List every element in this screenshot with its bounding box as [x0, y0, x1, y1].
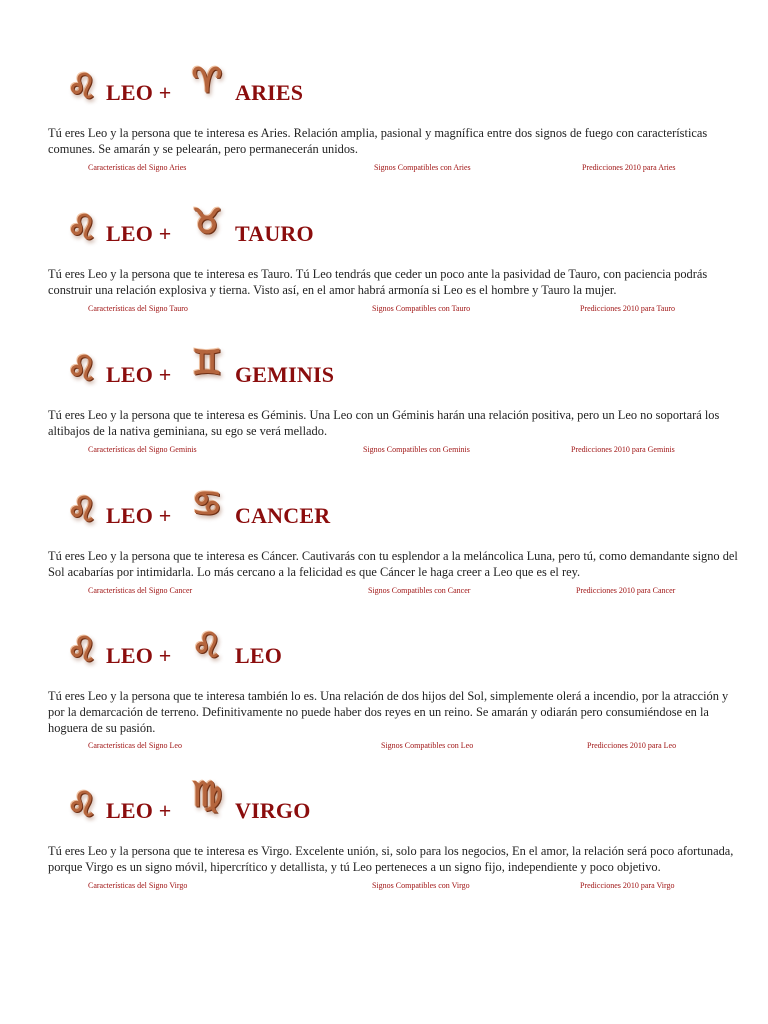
link-compatible-signs[interactable]: Signos Compatibles con Cancer	[368, 586, 471, 595]
sign-title: VIRGO	[235, 798, 311, 823]
leo-title: LEO +	[106, 221, 172, 246]
link-predictions[interactable]: Predicciones 2010 para Geminis	[571, 445, 675, 454]
virgo-symbol-icon: ♍︎	[191, 777, 223, 814]
links-row	[0, 585, 768, 597]
leo-symbol-icon: ♌︎	[66, 69, 98, 106]
section-tauro	[0, 199, 768, 313]
sign-title: GEMINIS	[235, 362, 335, 387]
section-header	[0, 776, 768, 836]
cancer-symbol-icon: ♋︎	[191, 486, 223, 523]
link-compatible-signs[interactable]: Signos Compatibles con Geminis	[363, 445, 470, 454]
section-header	[0, 199, 768, 259]
sign-title: ARIES	[235, 80, 304, 105]
sign-title: CANCER	[235, 503, 331, 528]
link-characteristics[interactable]: Características del Signo Tauro	[88, 304, 188, 313]
section-header	[0, 58, 768, 118]
link-characteristics[interactable]: Características del Signo Cancer	[88, 586, 193, 595]
link-characteristics[interactable]: Características del Signo Geminis	[88, 445, 197, 454]
leo-symbol-icon: ♌︎	[66, 632, 98, 669]
link-characteristics[interactable]: Características del Signo Leo	[88, 741, 182, 750]
section-header	[0, 340, 768, 400]
links-row	[0, 162, 768, 174]
section-geminis	[0, 340, 768, 454]
link-compatible-signs[interactable]: Signos Compatibles con Leo	[381, 741, 474, 750]
link-predictions[interactable]: Predicciones 2010 para Cancer	[576, 586, 676, 595]
leo-title: LEO +	[106, 503, 172, 528]
sign-title: TAURO	[235, 221, 314, 246]
leo-symbol-icon: ♌︎	[66, 351, 98, 388]
section-header	[0, 481, 768, 541]
leo-title: LEO +	[106, 80, 172, 105]
link-characteristics[interactable]: Características del Signo Virgo	[88, 881, 188, 890]
aries-symbol-icon: ♈︎	[191, 63, 223, 100]
section-header	[0, 621, 768, 681]
links-row	[0, 880, 768, 892]
links-row	[0, 740, 768, 752]
leo-symbol-icon: ♌︎	[66, 210, 98, 247]
link-predictions[interactable]: Predicciones 2010 para Leo	[587, 741, 677, 750]
link-predictions[interactable]: Predicciones 2010 para Tauro	[580, 304, 676, 313]
compatibility-description: Tú eres Leo y la persona que te interesa es Géminis. Una Leo con un Géminis harán una relación positiva, pero un Leo no soportará los altibajos de la nativa geminiana, su ego se verá mellado.	[48, 408, 720, 438]
section-cancer	[0, 481, 768, 595]
link-characteristics[interactable]: Características del Signo Aries	[88, 163, 187, 172]
compatibility-description: Tú eres Leo y la persona que te interesa es Tauro. Tú Leo tendrás que ceder un poco ante la pasividad de Tauro, con paciencia podrás construir una relación explosiva y tierna. Visto así, en el amor habrá armonía si Leo es el hombre y Tauro la mujer.	[48, 267, 708, 297]
taurus-symbol-icon: ♉︎	[191, 204, 223, 241]
compatibility-description: Tú eres Leo y la persona que te interesa también lo es. Una relación de dos hijos del Sol, simplemente olerá a incendio, por la atracción y por la demarcación de terreno. Definitivamente no puede haber dos reyes en un reino. Se amarán y odiarán pero consumiéndose en la hoguera de su pasión.	[48, 689, 729, 735]
leo-title: LEO +	[106, 643, 172, 668]
section-leo	[0, 621, 768, 750]
link-compatible-signs[interactable]: Signos Compatibles con Virgo	[372, 881, 470, 890]
compatibility-description: Tú eres Leo y la persona que te interesa es Cáncer. Cautivarás con tu esplendor a la meláncolica Luna, pero tú, como demandante signo del Sol acabarías por intimidarla. Lo más cercano a la felicidad es que Cáncer le haga creer a Leo que es el rey.	[48, 549, 738, 579]
links-row	[0, 303, 768, 315]
section-virgo	[0, 776, 768, 890]
link-compatible-signs[interactable]: Signos Compatibles con Aries	[374, 163, 471, 172]
leo-symbol-icon: ♌︎	[191, 628, 223, 665]
sign-title: LEO	[235, 643, 283, 668]
compatibility-description: Tú eres Leo y la persona que te interesa es Virgo. Excelente unión, si, solo para los negocios, En el amor, la relación será poco afortunada, porque Virgo es un signo móvil, hipercrítico y detallista, y tú Leo perteneces a un signo fijo, independiente y poco objetivo.	[48, 844, 734, 874]
leo-symbol-icon: ♌︎	[66, 787, 98, 824]
compatibility-description: Tú eres Leo y la persona que te interesa es Aries. Relación amplia, pasional y magnífica entre dos signos de fuego con características comunes. Se amarán y se pelearán, pero permanecerán unidos.	[48, 126, 708, 156]
link-predictions[interactable]: Predicciones 2010 para Virgo	[580, 881, 675, 890]
section-aries	[0, 58, 768, 172]
link-compatible-signs[interactable]: Signos Compatibles con Tauro	[372, 304, 471, 313]
gemini-symbol-icon: ♊︎	[191, 345, 223, 382]
link-predictions[interactable]: Predicciones 2010 para Aries	[582, 163, 676, 172]
leo-symbol-icon: ♌︎	[66, 492, 98, 529]
leo-title: LEO +	[106, 362, 172, 387]
links-row	[0, 444, 768, 456]
leo-title: LEO +	[106, 798, 172, 823]
